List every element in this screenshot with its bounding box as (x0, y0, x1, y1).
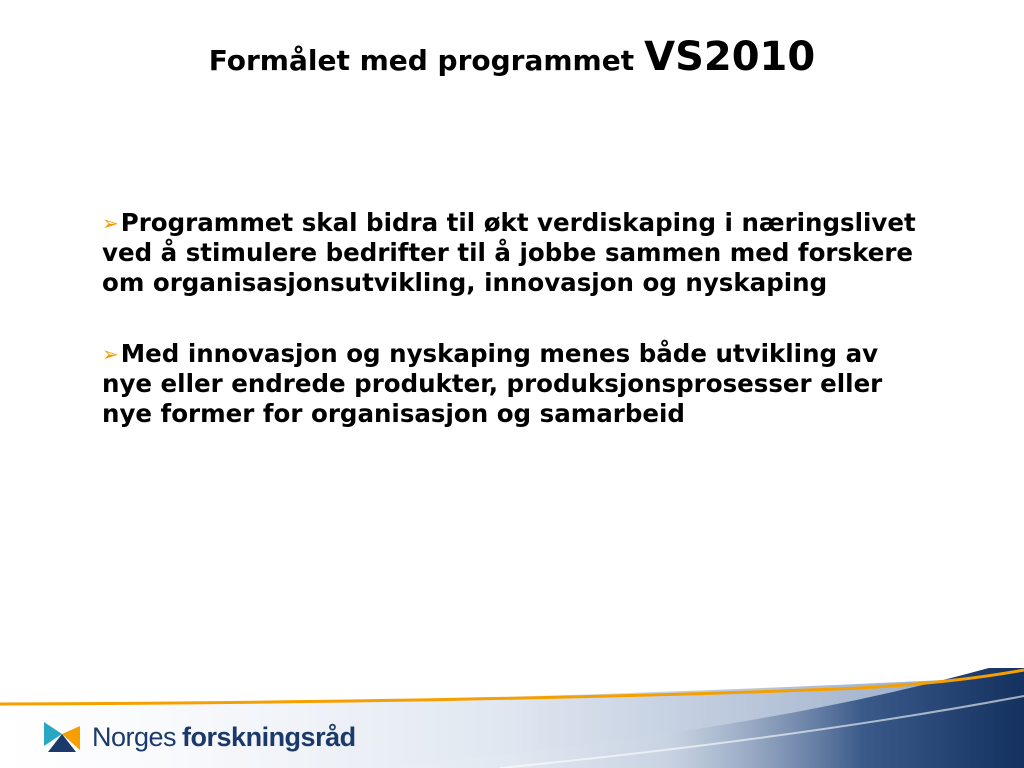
norges-forskningsrad-logo (42, 720, 356, 754)
logo-mark-icon (42, 720, 82, 754)
arrow-bullet-icon: ➢ (102, 342, 119, 366)
bullet-item (102, 339, 932, 429)
title-code: VS2010 (644, 34, 816, 80)
logo-word-norges: Norges (92, 721, 177, 752)
arrow-bullet-icon: ➢ (102, 211, 119, 235)
title-main: Formålet med programmet (208, 44, 635, 77)
logo-word-forskningsrad: forskningsråd (182, 721, 356, 752)
bullet-text: Programmet skal bidra til økt verdiskaping i næringslivet ved å stimulere bedrifter til å jobbe sammen med forskere om organisasjonsutvikling, innovasjon og nyskaping (102, 208, 916, 297)
slide-title (0, 34, 1024, 80)
bullet-list (102, 208, 932, 470)
bullet-item (102, 208, 932, 298)
bullet-text: Med innovasjon og nyskaping menes både utvikling av nye eller endrede produkter, produksjonsprosesser eller nye former for organisasjon og samarbeid (102, 339, 883, 428)
logo-wordmark (92, 722, 356, 753)
